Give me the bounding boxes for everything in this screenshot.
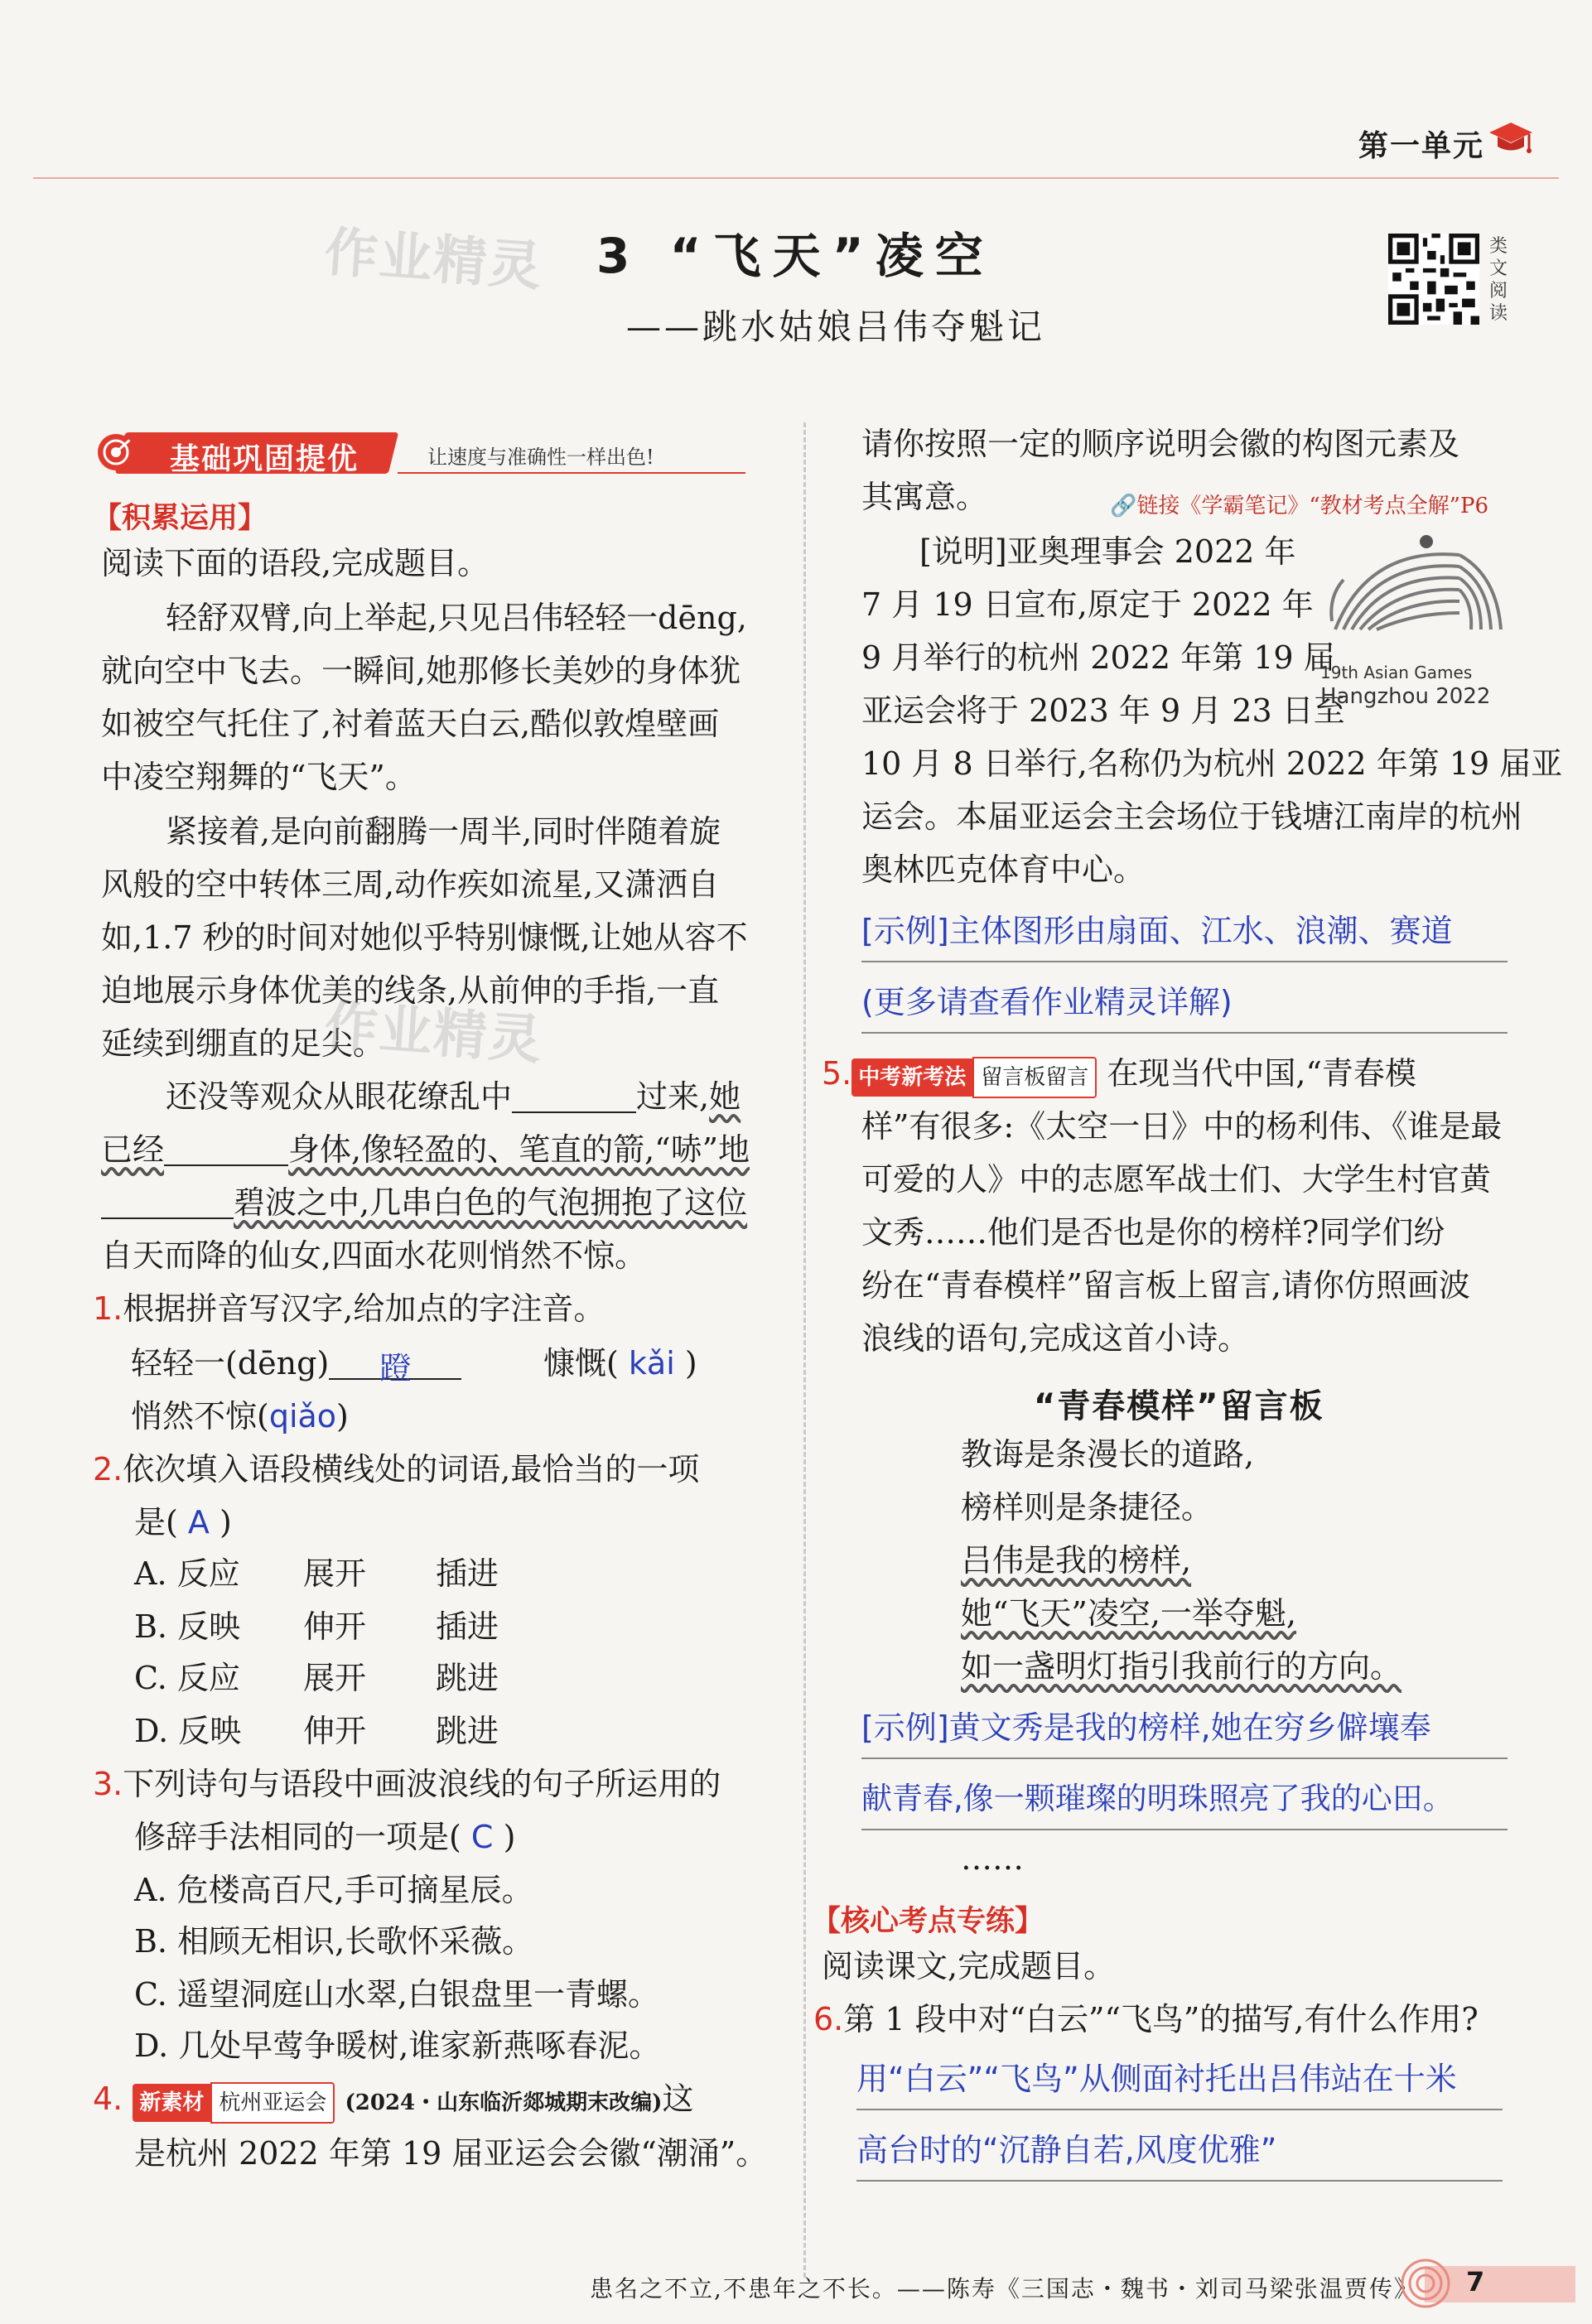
note-line: 10 月 8 日举行,名称仍为杭州 2022 年第 19 届亚 [861, 745, 1563, 782]
question-5-line: 可爱的人》中的志愿军战士们、大学生村官黄 [861, 1161, 1492, 1198]
passage-line: 如被空气托住了,衬着蓝天白云,酷似敦煌壁画 [101, 706, 720, 742]
poem-line: 吕伟是我的榜样, [961, 1542, 1192, 1579]
q2-option-word: 跳进 [436, 1660, 499, 1696]
q2-option[interactable]: C. 反应 [134, 1660, 240, 1696]
q3-option[interactable]: B. 相顾无相识,长歌怀采薇。 [134, 1923, 534, 1960]
q4-continuation: 请你按照一定的顺序说明会徽的构图元素及 [861, 426, 1460, 462]
poem-ellipsis: …… [961, 1840, 1024, 1877]
note-line: 9 月举行的杭州 2022 年第 19 届 [861, 639, 1335, 676]
link-icon: 🔗 [1110, 494, 1137, 518]
q1-answer-c[interactable]: qiǎo [268, 1398, 337, 1434]
graduation-cap-icon [1488, 118, 1534, 159]
header-divider [33, 177, 1559, 179]
answer-line [861, 1032, 1508, 1034]
passage-line: 延续到绷直的足尖。 [101, 1025, 385, 1062]
question-5-line: 文秀……他们是否也是你的榜样?同学们纷 [861, 1214, 1445, 1251]
question-5-line: 样”有很多:《太空一日》中的杨利伟、《谁是最 [861, 1108, 1503, 1145]
q5-answer[interactable]: 献青春,像一颗璀璨的明珠照亮了我的心田。 [861, 1781, 1454, 1816]
tag-new-material: 新素材 [133, 2084, 210, 2122]
q3-option[interactable]: C. 遥望洞庭山水翠,白银盘里一青螺。 [134, 1976, 659, 2013]
q3-answer[interactable]: C [470, 1819, 494, 1855]
q2-option-word: 伸开 [303, 1713, 367, 1749]
q2-option-word: 伸开 [303, 1608, 367, 1645]
passage-line: 还没等观众从眼花缭乱中 过来,她 [166, 1078, 741, 1115]
question-source: (2024・山东临沂郯城期末改编) [345, 2090, 663, 2115]
instruction-text: 阅读下面的语段,完成题目。 [101, 545, 490, 581]
q6-answer[interactable]: 用“白云”“飞鸟”从侧面衬托出吕伟站在十米 [856, 2061, 1457, 2097]
passage-line: 风般的空中转体三周,动作疾如流星,又潇洒自 [101, 866, 720, 903]
question-4: 4. 新素材 杭州亚运会 (2024・山东临沂郯城期末改编)这 [93, 2082, 693, 2124]
poem-line: 教诲是条漫长的道路, [961, 1436, 1255, 1473]
question-6: 6.第 1 段中对“白云”“飞鸟”的描写,有什么作用? [813, 2001, 1479, 2037]
tag-topic: 杭州亚运会 [210, 2082, 335, 2124]
passage-line: 如,1.7 秒的时间对她似乎特别慷慨,让她从容不 [101, 919, 748, 956]
question-2: 2.依次填入语段横线处的词语,最恰当的一项 [93, 1451, 700, 1487]
note-line: [说明]亚奥理事会 2022 年 [919, 533, 1296, 570]
note-line: 7 月 19 日宣布,原定于 2022 年 [861, 586, 1314, 623]
passage-line: 迫地展示身体优美的线条,从前伸的手指,一直 [101, 972, 720, 1009]
question-3: 3.下列诗句与语段中画波浪线的句子所运用的 [93, 1766, 721, 1802]
banner-title: 基础巩固提优 [170, 442, 359, 476]
q2-option-word: 展开 [303, 1555, 367, 1592]
q1-answer-a[interactable]: 蹬 [329, 1352, 461, 1380]
tag-topic: 留言板留言 [972, 1057, 1097, 1098]
q2-option-word: 跳进 [436, 1713, 499, 1749]
lesson-title: 3 “飞天”凌空 [596, 228, 995, 284]
column-divider [803, 422, 806, 2278]
q2-option-word: 展开 [303, 1660, 367, 1696]
question-5-line: 浪线的语句,完成这首小诗。 [861, 1320, 1250, 1357]
banner-slogan: 让速度与准确性一样出色! [427, 446, 654, 469]
passage-line: 轻舒双臂,向上举起,只见吕伟轻轻一dēng, [166, 600, 747, 636]
q4-continuation: 其寓意。 [861, 479, 988, 515]
q3-option[interactable]: D. 几处早莺争暖树,谁家新燕啄春泥。 [134, 2027, 661, 2064]
q2-answer[interactable]: A [187, 1504, 210, 1540]
q1-answer-b[interactable]: kǎi [628, 1345, 675, 1381]
passage-line: 中凌空翔舞的“飞天”。 [101, 759, 417, 795]
answer-line [861, 1829, 1508, 1830]
note-line: 亚运会将于 2023 年 9 月 23 日至 [861, 692, 1345, 729]
fill-blank[interactable] [101, 1191, 234, 1219]
poem-line: 她“飞天”凌空,一举夺魁, [961, 1595, 1297, 1632]
logo-caption: 19th Asian Games [1320, 663, 1473, 682]
passage-line: 已经 身体,像轻盈的、笔直的箭,“哧”地 [101, 1131, 750, 1168]
spiral-icon [1400, 2258, 1451, 2309]
section-label-accumulation: 【积累运用】 [93, 502, 268, 535]
target-icon [98, 434, 134, 470]
asian-games-logo [1319, 530, 1517, 663]
question-1: 1.根据拼音写汉字,给加点的字注音。 [93, 1290, 605, 1327]
q4-answer[interactable]: (更多请查看作业精灵详解) [861, 984, 1233, 1020]
fill-blank[interactable] [164, 1138, 288, 1166]
logo-caption: Hangzhou 2022 [1320, 684, 1491, 709]
passage-line: 碧波之中,几串白色的气泡拥抱了这位 [101, 1186, 747, 1219]
passage-line: 自天而降的仙女,四面水花则悄然不惊。 [101, 1237, 647, 1274]
tag-new-method: 中考新考法 [851, 1058, 972, 1097]
q3-option[interactable]: A. 危楼高百尺,手可摘星辰。 [134, 1872, 533, 1908]
message-board-title: “青春模样”留言板 [1034, 1387, 1324, 1425]
lesson-subtitle: ——跳水姑娘吕伟夺魁记 [626, 306, 1046, 347]
q2-option[interactable]: A. 反应 [134, 1555, 240, 1592]
q5-answer[interactable]: [示例]黄文秀是我的榜样,她在穷乡僻壤奉 [861, 1709, 1431, 1746]
passage-line: 就向空中飞去。一瞬间,她那修长美妙的身体犹 [101, 653, 741, 689]
page-number: 7 [1466, 2266, 1485, 2297]
q4-answer[interactable]: [示例]主体图形由扇面、江水、浪潮、赛道 [861, 913, 1453, 949]
q2-option-word: 插进 [436, 1555, 499, 1592]
footer-quote: 患名之不立,不患年之不长。——陈寿《三国志・魏书・刘司马梁张温贾传》 [590, 2275, 1419, 2302]
poem-line: 榜样则是条捷径。 [961, 1489, 1213, 1526]
q2-option-word: 插进 [436, 1608, 499, 1645]
note-line: 奥林匹克体育中心。 [861, 851, 1146, 888]
answer-line [856, 2109, 1503, 2110]
poem-line: 如一盏明灯指引我前行的方向。 [961, 1648, 1402, 1685]
instruction-text: 阅读课文,完成题目。 [822, 1948, 1116, 1984]
note-line: 运会。本届亚运会主会场位于钱塘江南岸的杭州 [861, 798, 1523, 835]
q6-answer[interactable]: 高台时的“沉静自若,风度优雅” [856, 2132, 1277, 2168]
banner-underline [398, 472, 745, 474]
answer-line [861, 1757, 1508, 1759]
answer-line [856, 2180, 1503, 2182]
watermark-text: 作业精灵 [322, 995, 545, 1073]
qr-label: 类文阅读 [1489, 236, 1508, 324]
question-2-cont: 是( A ) [134, 1504, 232, 1540]
q2-option[interactable]: B. 反映 [134, 1608, 241, 1645]
qr-code-icon[interactable] [1388, 234, 1479, 325]
question-5: 5. 中考新考法 留言板留言 在现当代中国,“青春模 [822, 1057, 1416, 1098]
fill-blank[interactable] [512, 1085, 636, 1113]
answer-line [861, 961, 1508, 962]
textbook-link[interactable]: 🔗链接《学霸笔记》“教材考点全解”P6 [1110, 494, 1488, 518]
question-3-cont: 修辞手法相同的一项是( C ) [134, 1819, 516, 1855]
q1-item-a: 轻轻一(dēng) 蹬 [131, 1347, 461, 1380]
section-label-core: 【核心考点专练】 [812, 1905, 1044, 1938]
q1-item-b: 慷慨( kǎi ) [543, 1345, 697, 1381]
q1-item-c: 悄然不惊(qiǎo) [131, 1398, 349, 1434]
question-4-cont: 是杭州 2022 年第 19 届亚运会会徽“潮涌”。 [134, 2135, 768, 2172]
passage-line: 紧接着,是向前翻腾一周半,同时伴随着旋 [166, 813, 721, 850]
q2-option[interactable]: D. 反映 [134, 1713, 242, 1749]
unit-label: 第一单元 [1358, 129, 1484, 163]
watermark-text: 作业精灵 [322, 221, 545, 299]
question-5-line: 纷在“青春模样”留言板上留言,请你仿照画波 [861, 1267, 1470, 1304]
